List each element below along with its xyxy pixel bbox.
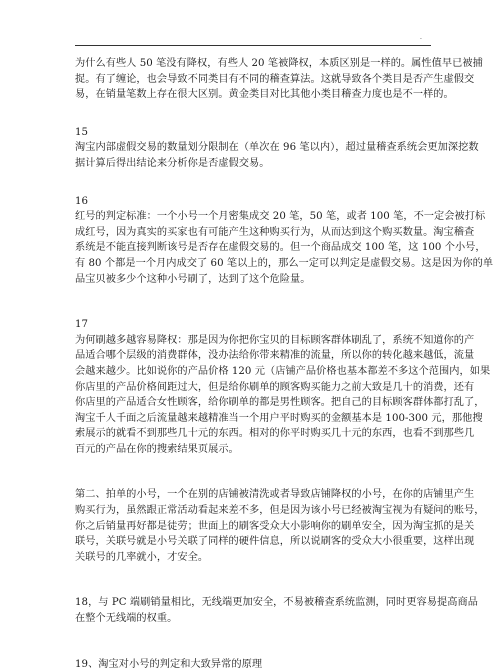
paragraph-second [75,487,485,565]
section-number: 15 [75,126,89,138]
text-line: 你店里的产品价格间距过大，但是给你刷单的顾客购买能力之前大致是几十的消费，还有 [75,381,475,393]
text-line: 品宝贝被多少个这种小号刷了，达到了这个危险量。 [75,273,311,285]
paragraph-spacer [75,565,431,595]
text-line: 淘宝千人千面之后流量越来越精准当一个用户平时购买的金额基本是 100-300 元，那他搜 [75,412,483,424]
paragraph-spacer [75,627,431,657]
text-line: 第二、拍单的小号，一个在别的店铺被清洗或者导致店铺降权的小号，在你的店铺里产生 [75,489,475,501]
text-line: 有 80 个都是一个月内成交了 60 笔以上的，那么一定可以判定是虚假交易。这是因为你的单 [75,257,494,269]
text-line: 易，在销量笔数上存在很大区别。黄金类目对比其他小类目稽查力度也是不一样的。 [75,89,454,101]
text-line: 购买行为，虽然跟正常活动看起来差不多，但是因为该小号已经被淘宝视为有疑问的账号， [75,505,485,517]
paragraph-spacer [75,287,431,317]
text-line: 联号，关联号就是小号关联了同样的硬件信息，所以说刷客的受众大小很重要，这样出现 [75,536,475,548]
text-line: 18，与 PC 端刷销量相比，无线端更加安全，不易被稽查系统监测，同时更容易提高商品 [75,597,478,609]
text-line: 为什么有些人 50 笔没有降权，有些人 20 笔被降权，本质区别是一样的。属性值早已被捕 [75,58,483,69]
text-line: 捉。有了缠论，也会导致不同类目有不同的稽查算法。这就导致各个类目是否产生虚假交 [75,73,475,85]
text-line: 红号的判定标准：一个小号一个月密集成交 20 笔，50 笔，或者 100 笔，不一定会被打标 [75,211,486,223]
text-line: 在整个无线端的权重。 [75,613,178,625]
paragraph-17 [75,317,491,457]
paragraph-intro [75,56,483,103]
text-line: 百元的产品在你的搜索结果页展示。 [75,443,239,455]
paragraph-18 [75,595,478,626]
paragraph-spacer [75,103,431,125]
section-number: 17 [75,319,89,331]
text-line: 你店里的产品适合女性顾客，给你刷单的都是男性顾客。把自己的目标顾客群体都打乱了， [75,397,485,409]
text-line: 会越来越少。比如说你的产品价格 120 元（店铺产品价格也基本都差不多这个范围内，如果 [75,365,491,377]
document-body [75,56,494,672]
paragraph-spacer [75,172,431,194]
paragraph-16 [75,194,494,288]
text-line: 淘宝内部虚假交易的数量划分限制在（单次在 96 笔以内），超过量稽查系统会更加深挖数 [75,142,479,154]
paragraph-spacer [75,457,431,487]
text-line: 索展示的就看不到那些几十元的东西。相对的你平时购买几十元的东西，也看不到那些几 [75,428,475,440]
paragraph-19 [75,657,431,672]
text-line: 你之后销量再好都是徒劳；世面上的刷客受众大小影响你的刷单安全，因为淘宝抓的是关 [75,520,475,532]
text-line: 为何刷越多越容易降权：那是因为你把你宝贝的目标顾客群体刷乱了，系统不知道你的产 [75,334,475,346]
text-line: 据计算后得出结论来分析你是否虚假交易。 [75,157,270,169]
text-line: 关联号的几率就小，才安全。 [75,551,209,563]
paragraph-15 [75,125,479,172]
header-mark: . [420,34,422,41]
header-rule [75,45,431,46]
text-line: 19、淘宝对小号的判定和大致异常的原理 [75,658,263,670]
text-line: 品适合哪个层级的消费群体，没办法给你带来精准的流量，所以你的转化越来越低，流量 [75,350,475,362]
text-line: 系统是不能直接判断该号是否存在虚假交易的。但一个商品成交 100 笔，这 100 个小号， [75,242,486,254]
text-line: 成红号，因为真实的买家也有可能产生这种购买行为，从而达到这个购买数量。淘宝稽查 [75,226,475,238]
section-number: 16 [75,195,89,207]
